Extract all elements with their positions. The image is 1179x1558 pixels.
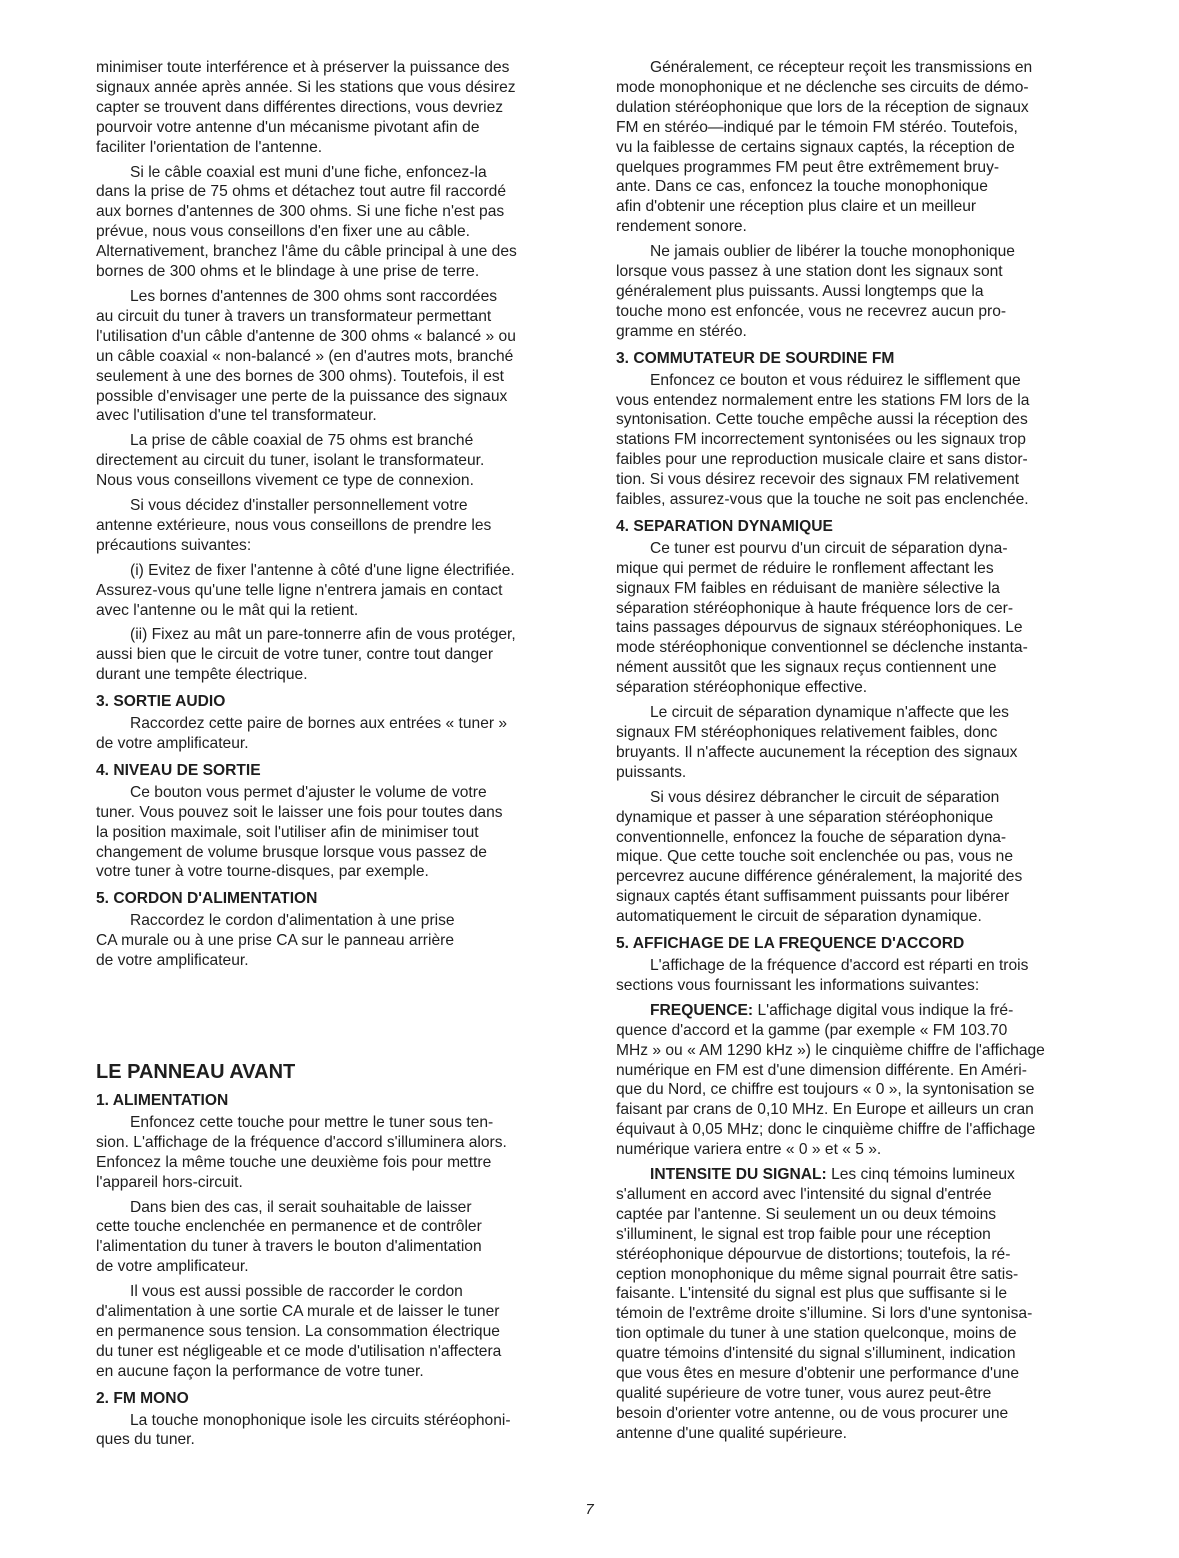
paragraph-coax-plug: Si le câble coaxial est muni d'une fiche, enfoncez-la dans la prise de 75 ohms et détachez tout autre fil raccordé aux bornes d'antennes de 300 ohms. Si une fiche n'est pas prévue, nous vous conseillons d'en fixer une au câble. Alternativement, branchez l'âme du câble principal à une des bornes de 300 ohms et le blindage à une prise de terre. bbox=[96, 163, 517, 281]
section-spacer bbox=[96, 976, 579, 1060]
paragraph-alimentation-2: Dans bien des cas, il serait souhaitable de laisser cette touche enclenchée en permanence et de contrôler l'alimentation du tuner à travers le bouton d'alimentation de votre amplificateur. bbox=[96, 1198, 482, 1276]
paragraph-75-ohm-jack: La prise de câble coaxial de 75 ohms est branché directement au circuit du tuner, isolant le transformateur. Nous vous conseillons vivement ce type de connexion. bbox=[96, 432, 485, 490]
paragraph-precaution-i: (i) Evitez de fixer l'antenne à côté d'une ligne électrifiée. Assurez-vous qu'une telle ligne n'entrera jamais en contact avec l'antenne ou le mât qui la retient. bbox=[96, 561, 515, 619]
paragraph-antenna-orientation: minimiser toute interférence et à préserver la puissance des signaux année après année. Si les stations que vous désirez capter se trouvent dans différentes directions, vous devriez pourvoir votre antenne d'un mécanisme pivotant afin de faciliter l'orientation de l'antenne. bbox=[96, 59, 516, 156]
text-intensite-signal: Les cinq témoins lumineux s'allument en accord avec l'intensité du signal d'entrée captée par l'antenne. Si seulement un ou deux témoins s'illuminent, le signal est trop faible pour une réception stéréophonique dépourvue de distortions; toutefois, la ré- ception monophonique du même signal pourrait être satis- faisante. L'intensité du signal est plus que suffisante si le témoin de l'extrême droite s'illumine. Si lors d'une syntonisa- tion optimale du tuner à une station quelconque, moins de quatre témoins d'intensité du signal s'illuminent, indication que vous êtes en mesure d'obtenir une performance d'une qualité supérieure de votre tuner, vous aurez peut-être besoin d'orienter votre antenne, ou de vous procurer une antenne d'une qualité supérieure. bbox=[616, 1166, 1033, 1442]
right-column bbox=[616, 58, 1102, 1449]
paragraph-niveau-de-sortie: Ce bouton vous permet d'ajuster le volume de votre tuner. Vous pouvez soit le laisser une fois pour toutes dans la position maximale, soit l'utiliser afin de minimiser tout changement de volume brusque lorsque vous passez de votre tuner à votre tourne-disques, par exemple. bbox=[96, 783, 503, 881]
paragraph-separation-2: Le circuit de séparation dynamique n'affecte que les signaux FM stéréophoniques relativement faibles, donc bruyants. Il n'affecte aucunement la réception des signaux puissants. bbox=[616, 704, 1018, 781]
heading-separation-dynamique: 4. SEPARATION DYNAMIQUE bbox=[616, 517, 833, 535]
paragraph-sourdine-fm: Enfoncez ce bouton et vous réduirez le sifflement que vous entendez normalement entre les stations FM lors de la syntonisation. Cette touche empêche aussi la réception des stations FM incorrectement syntonisées ou les signaux trop faibles pour une reproduction musicale claire et sans distor- tion. Si vous désirez recevoir des signaux FM relativement faibles, assurez-vous que la touche ne soit pas enclenchée. bbox=[616, 371, 1030, 509]
heading-niveau-de-sortie: 4. NIVEAU DE SORTIE bbox=[96, 761, 261, 779]
heading-affichage-frequence: 5. AFFICHAGE DE LA FREQUENCE D'ACCORD bbox=[616, 935, 965, 953]
paragraph-sortie-audio: Raccordez cette paire de bornes aux entrées « tuner » de votre amplificateur. bbox=[96, 715, 508, 752]
paragraph-cordon-alimentation: Raccordez le cordon d'alimentation à une prise CA murale ou à une prise CA sur le panneau arrière de votre amplificateur. bbox=[96, 912, 455, 970]
paragraph-fm-mono: La touche monophonique isole les circuits stéréophoni- ques du tuner. bbox=[96, 1411, 511, 1449]
text-frequence: L'affichage digital vous indique la fré- quence d'accord et la gamme (par exemple « FM 103.70 MHz » ou « AM 1290 kHz ») le cinquième chiffre de l'affichage numérique en FM est d'une dimension différente. En Améri- que du Nord, ce chiffre est toujours « 0 », la syntonisation se faisant par crans de 0,10 MHz. En Europe et ailleurs un cran équivaut à 0,05 MHz; donc le cinquième chiffre de l'affichage numérique variera entre « 0 » et « 5 ». bbox=[616, 1001, 1045, 1159]
paragraph-mono-reception: Généralement, ce récepteur reçoit les transmissions en mode monophonique et ne déclenche ses circuits de démo- dulation stéréophonique que lors de la réception de signaux FM en stéréo—indiqué par le témoin FM stéréo. Toutefois, vu la faiblesse de certains signaux captés, la réception de quelques programmes FM peut être extrêmement bruy- ante. Dans ce cas, enfoncez la touche monophonique afin d'obtenir une réception plus claire et un meilleur rendement sonore. bbox=[616, 59, 1033, 236]
paragraph-alimentation-3: Il vous est aussi possible de raccorder le cordon d'alimentation à une sortie CA murale et de laisser le tuner en permanence sous tension. La consommation électrique du tuner est négligeable et ce mode d'utilisation n'affectera en aucune façon la performance de votre tuner. bbox=[96, 1283, 502, 1380]
heading-fm-mono: 2. FM MONO bbox=[96, 1389, 189, 1407]
paragraph-intensite-signal bbox=[616, 1165, 1102, 1444]
heading-sortie-audio: 3. SORTIE AUDIO bbox=[96, 693, 226, 711]
paragraph-separation-1: Ce tuner est pourvu d'un circuit de séparation dyna- mique qui permet de réduire le ronflement affectant les signaux FM faibles en réduisant de manière sélective la séparation stéréophonique à haute fréquence lors de cer- tains passages dépourvus de signaux stéréophoniques. Le mode stéréophonique conventionnel se déclenche instanta- nément aussitôt que les signaux reçus contiennent une séparation stéréophonique effective. bbox=[616, 539, 1028, 697]
label-frequence: FREQUENCE: bbox=[650, 1001, 754, 1019]
paragraph-mono-release: Ne jamais oublier de libérer la touche monophonique lorsque vous passez à une station dont les signaux sont généralement plus puissants. Aussi longtemps que la touche mono est enfoncée, vous ne recevrez aucun pro- gramme en stéréo. bbox=[616, 243, 1015, 340]
heading-sourdine-fm: 3. COMMUTATEUR DE SOURDINE FM bbox=[616, 349, 895, 367]
left-column bbox=[96, 58, 579, 1455]
paragraph-300-ohm-terminals: Les bornes d'antennes de 300 ohms sont raccordées au circuit du tuner à travers un transformateur permettant l'utilisation d'un câble d'antenne de 300 ohms « balancé » ou un câble coaxial « non-balancé » (en d'autres mots, branché seulement à une des bornes de 300 ohms). Toutefois, il est possible d'envisager une perte de la puissance des signaux avec l'utilisation d'une tel transformateur. bbox=[96, 287, 516, 425]
heading-cordon-alimentation: 5. CORDON D'ALIMENTATION bbox=[96, 890, 318, 908]
paragraph-outdoor-antenna: Si vous décidez d'installer personnellement votre antenne extérieure, nous vous conseillons de prendre les précautions suivantes: bbox=[96, 497, 492, 554]
paragraph-precaution-ii: (ii) Fixez au mât un pare-tonnerre afin de vous protéger, aussi bien que le circuit de votre tuner, contre tout danger durant une tempête électrique. bbox=[96, 626, 516, 684]
section-title-panneau-avant: LE PANNEAU AVANT bbox=[96, 1060, 296, 1083]
paragraph-alimentation-1: Enfoncez cette touche pour mettre le tuner sous ten- sion. L'affichage de la fréquence d'accord s'illuminera alors. Enfoncez la même touche une deuxième fois pour mettre l'appareil hors-circuit. bbox=[96, 1113, 507, 1191]
paragraph-affichage-intro: L'affichage de la fréquence d'accord est réparti en trois sections vous fournissant les informations suivantes: bbox=[616, 956, 1029, 994]
page-number: 7 bbox=[585, 1501, 594, 1518]
label-intensite-signal: INTENSITE DU SIGNAL: bbox=[650, 1166, 827, 1184]
heading-alimentation: 1. ALIMENTATION bbox=[96, 1091, 229, 1109]
paragraph-separation-3: Si vous désirez débrancher le circuit de séparation dynamique et passer à une séparation stéréophonique conventionnelle, enfoncez la fouche de séparation dyna- mique. Que cette touche soit enclenchée ou pas, vous ne percevrez aucune différence généralement, la majorité des signaux captés étant suffisamment puissants pour libérer automatiquement le circuit de séparation dynamique. bbox=[616, 788, 1023, 926]
paragraph-frequence bbox=[616, 1001, 1102, 1160]
